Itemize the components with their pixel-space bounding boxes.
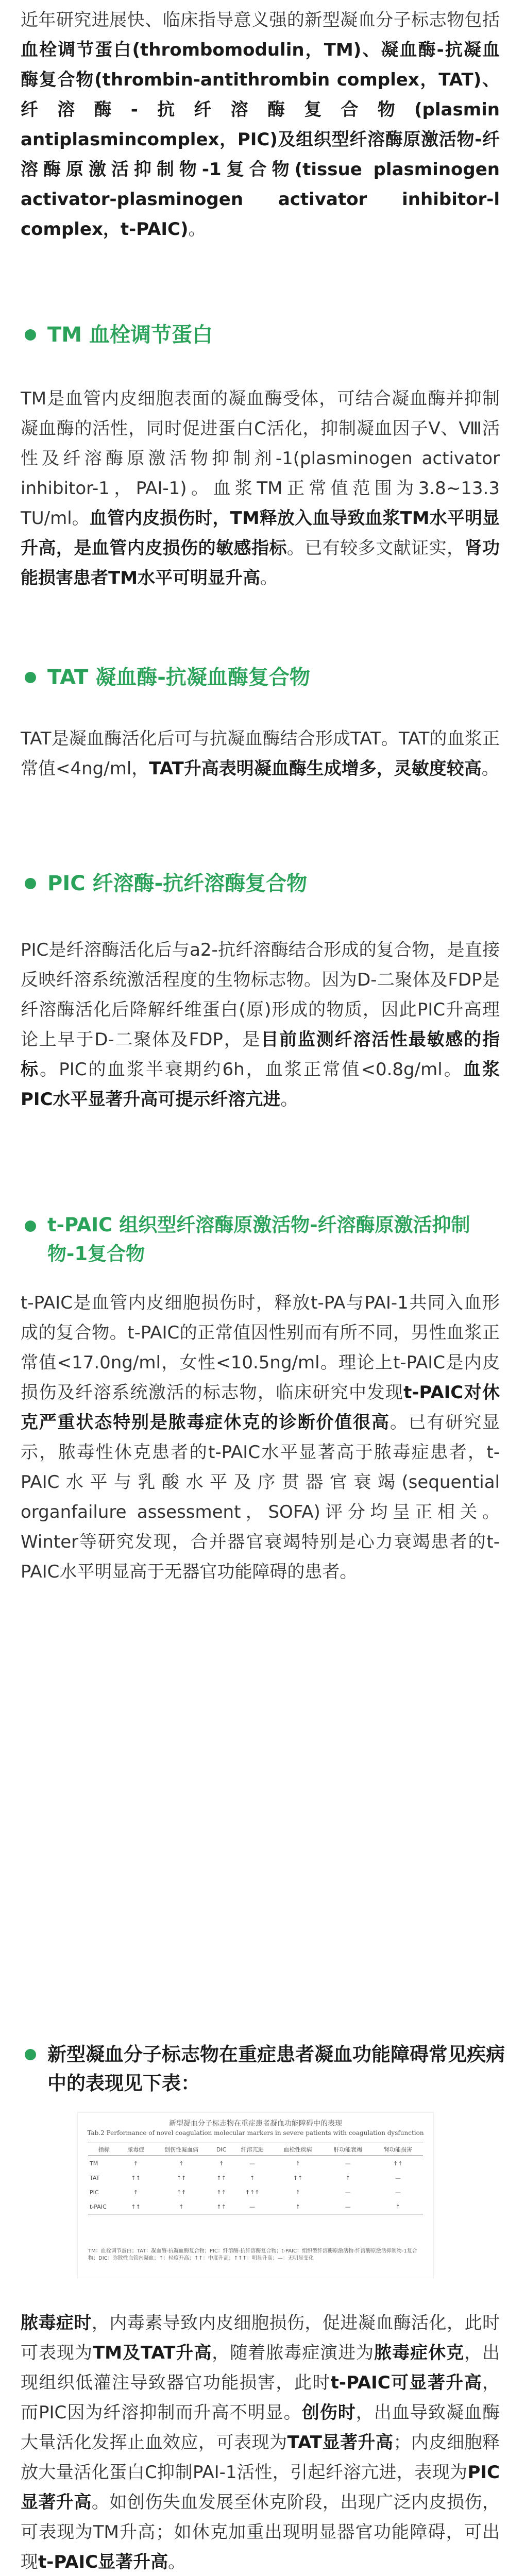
marker-table-figure bbox=[77, 2112, 434, 2278]
table-cell: ↑↑ bbox=[131, 2174, 141, 2181]
table-header-row bbox=[88, 2143, 423, 2156]
tm-bold-1: 血管内皮损伤时，TM释放入血导致血浆TM水平明显升高，是血管内皮损伤的敏感指标 bbox=[21, 508, 500, 558]
table-caption-en: Tab.2 Performance of novel coagulation molecular markers in severe patients with coagulation dysfunction bbox=[87, 2129, 424, 2137]
bullet-dot-icon bbox=[25, 329, 36, 341]
table-cell: ↑ bbox=[295, 2160, 300, 2167]
tm-text: TM是血管内皮细胞表面的凝血酶受体，可结合凝血酶并抑制凝血酶的活性，同时促进蛋白C活化，抑制凝血因子V、Ⅷ活性及纤溶酶原激活物抑制剂-1(plasminogen activator inhibitor-1，PAI-1)。血浆TM正常值范围为3.8~13.3 TU/ml。 bbox=[21, 388, 500, 529]
tm-bold-2: 肾功能损害患者TM水平可明显升高 bbox=[21, 538, 500, 588]
tm-heading-text: TM 血栓调节蛋白 bbox=[47, 323, 213, 347]
sepsis-bold: t-PAIC显著升高 bbox=[38, 2552, 168, 2572]
pic-bold-2: 血浆PIC水平显著升高可提示纤溶亢进 bbox=[21, 1059, 500, 1110]
sepsis-text: ，随着脓毒症演进为 bbox=[212, 2343, 375, 2363]
table-cell: — bbox=[395, 2189, 401, 2196]
table-cell: — bbox=[345, 2160, 351, 2167]
intro-text: 近年研究进展快、临床指导意义强的新型凝血分子标志物包括 bbox=[21, 10, 500, 30]
table-header: 肾功能损害 bbox=[373, 2143, 423, 2156]
table-cell: ↑↑ bbox=[176, 2174, 187, 2181]
table-cell: TAT bbox=[90, 2174, 100, 2181]
sepsis-bold: TAT显著升高 bbox=[287, 2432, 394, 2453]
table-caption: 新型凝血分子标志物在重症患者凝血功能障碍中的表现 bbox=[169, 2120, 342, 2128]
sepsis-bold: 脓毒症时 bbox=[21, 2313, 92, 2333]
tpaic-heading bbox=[21, 1211, 505, 1268]
table-cell: ↑↑ bbox=[216, 2174, 226, 2181]
pic-bold-1: 目前监测纤溶活性最敏感的指标 bbox=[21, 1029, 500, 1080]
sepsis-text: ，出现组织低灌注导致器官功能损害，此时 bbox=[21, 2343, 500, 2393]
sepsis-bold: PIC显著升高 bbox=[21, 2462, 500, 2513]
sepsis-bold: 脓毒症休克 bbox=[374, 2343, 465, 2363]
table-cell: — bbox=[395, 2174, 401, 2181]
tpaic-text: t-PAIC是血管内皮细胞损伤时，释放t-PA与PAI-1共同入血形成的复合物。t-PAIC的正常值因性别而有所不同，男性血浆正常值<17.0ng/ml，女性<10.5ng/ml。理论上t-PAIC是内皮损伤及纤溶系统激活的标志物，临床研究中发现 bbox=[21, 1293, 500, 1403]
table-cell: — bbox=[232, 2199, 273, 2214]
summary-heading-text: 新型凝血分子标志物在重症患者凝血功能障碍常见疾病中的表现见下表： bbox=[47, 2043, 505, 2094]
table-header: 创伤性凝血病 bbox=[152, 2143, 211, 2156]
sepsis-text: 。 bbox=[168, 2552, 186, 2572]
pic-text-3: 。 bbox=[280, 1089, 298, 1110]
table-cell: ↑↑↑ bbox=[245, 2189, 260, 2196]
table-header: 脓毒症 bbox=[120, 2143, 152, 2156]
bullet-dot-icon bbox=[25, 878, 36, 889]
table-header: 肝功能衰竭 bbox=[323, 2143, 373, 2156]
tm-text-3: 。 bbox=[260, 568, 278, 588]
bullet-dot-icon bbox=[25, 1221, 36, 1232]
tpaic-heading-text: t-PAIC 组织型纤溶酶原激活物-纤溶酶原激活抑制物-1复合物 bbox=[47, 1214, 470, 1265]
table-header: 指标 bbox=[88, 2143, 120, 2156]
table-cell: ↑↑ bbox=[120, 2199, 152, 2214]
tpaic-paragraph bbox=[21, 1288, 500, 1587]
table-footnote: TM：血栓调节蛋白；TAT：凝血酶-抗凝血酶复合物；PIC：纤溶酶-抗纤溶酶复合物；t-PAIC：组织型纤溶酶原激活物-纤溶酶原激活抑制物-1复合物；DIC：弥散性血管内凝血；↑：轻度升高；↑↑：中度升高；↑↑↑：明显升高；—：无明显变化 bbox=[88, 2248, 417, 2261]
intro-text-end: 。 bbox=[188, 219, 206, 240]
tat-text-end: 。 bbox=[481, 758, 499, 779]
pic-paragraph bbox=[21, 935, 500, 1114]
table-cell: ↑ bbox=[295, 2189, 300, 2196]
tat-heading bbox=[21, 662, 505, 693]
table-row bbox=[88, 2185, 423, 2199]
summary-heading bbox=[21, 2040, 505, 2098]
pic-text-2: 。PIC的血浆半衰期约6h，血浆正常值<0.8g/ml。 bbox=[40, 1059, 463, 1080]
table-cell: — bbox=[249, 2160, 256, 2167]
intro-markers-bold: 血栓调节蛋白(thrombomodulin，TM)、凝血酶-抗凝血酶复合物(thrombin-antithrombin complex，TAT)、纤溶酶-抗纤溶酶复合物(plasmin antiplasmincomplex，PIC)及组织型纤溶酶原激活物-纤溶酶原激活抑制物-1复合物(tissue plasminogen activator-plasminogen activator inhibitor-l complex，t-PAIC) bbox=[21, 40, 500, 240]
table-cell: TM bbox=[90, 2160, 98, 2167]
table-row bbox=[88, 2171, 423, 2185]
sepsis-bold: TM及TAT升高 bbox=[92, 2343, 212, 2363]
sepsis-text: ，内毒素导致内皮细胞损伤，促进凝血酶活化，此时可表现为 bbox=[21, 2313, 500, 2363]
table-cell: ↑ bbox=[373, 2199, 423, 2214]
table-cell: ↑↑ bbox=[211, 2199, 231, 2214]
sepsis-bold: t-PAIC可显著升高 bbox=[330, 2372, 482, 2393]
pic-heading-text: PIC 纤溶酶-抗纤溶酶复合物 bbox=[47, 872, 308, 895]
sepsis-text: 。如创伤失血发展至休克阶段，出现广泛内皮损伤，可表现为TM升高；如休克加重出现明显器官功能障碍，可出现 bbox=[21, 2492, 500, 2572]
pic-heading bbox=[21, 868, 505, 899]
table-cell: ↑ bbox=[218, 2160, 224, 2167]
bullet-dot-icon bbox=[25, 2049, 36, 2060]
table-cell: ↑↑ bbox=[293, 2174, 303, 2181]
pic-text: PIC是纤溶酶活化后与a2-抗纤溶酶结合形成的复合物，是直接反映纤溶系统激活程度的生物标志物。因为D-二聚体及FDP是纤溶酶活化后降解纤维蛋白(原)形成的物质，因此PIC升高理论上早于D-二聚体及FDP，是 bbox=[21, 940, 500, 1050]
table-cell: ↑ bbox=[152, 2199, 211, 2214]
table-cell: ↑ bbox=[250, 2174, 255, 2181]
tm-text-2: 。已有较多文献证实， bbox=[286, 538, 465, 558]
table-cell: ↑↑ bbox=[176, 2189, 187, 2196]
tm-heading bbox=[21, 319, 505, 350]
table-cell: — bbox=[345, 2189, 351, 2196]
table-cell: ↑↑ bbox=[216, 2189, 226, 2196]
marker-table bbox=[88, 2143, 423, 2214]
table-cell: ↑ bbox=[133, 2160, 139, 2167]
tm-paragraph bbox=[21, 384, 500, 593]
table-cell: — bbox=[323, 2199, 373, 2214]
table-cell: PIC bbox=[90, 2189, 99, 2196]
sepsis-bold: 创伤时 bbox=[301, 2402, 356, 2423]
table-header: 纤溶亢进 bbox=[232, 2143, 273, 2156]
table-header: DIC bbox=[211, 2143, 231, 2156]
tat-heading-text: TAT 凝血酶-抗凝血酶复合物 bbox=[47, 666, 310, 689]
table-cell: t-PAIC bbox=[88, 2199, 120, 2214]
intro-paragraph bbox=[21, 5, 500, 244]
tpaic-text-2: 。已有研究显示，脓毒性休克患者的t-PAIC水平显著高于脓毒症患者，t-PAIC水平与乳酸水平及序贯器官衰竭(sequential organfailure assessment，SOFA)评分均呈正相关。Winter等研究发现，合并器官衰竭特别是心力衰竭患者的t-PAIC水平明显高于无器官功能障碍的患者。 bbox=[21, 1412, 500, 1582]
bullet-dot-icon bbox=[25, 672, 36, 683]
table-cell: ↑↑ bbox=[393, 2160, 403, 2167]
table-row bbox=[88, 2156, 423, 2171]
tpaic-bold: t-PAIC对休克严重状态特别是脓毒症休克的诊断价值很高 bbox=[21, 1382, 500, 1433]
tat-text: TAT是凝血酶活化后可与抗凝血酶结合形成TAT。TAT的血浆正常值<4ng/ml， bbox=[21, 728, 500, 779]
sepsis-text: ，而PIC因为纤溶抑制而升高不明显。 bbox=[21, 2372, 500, 2423]
sepsis-trauma-paragraph bbox=[21, 2308, 500, 2576]
table-cell: ↑ bbox=[179, 2160, 184, 2167]
table-cell: ↑ bbox=[345, 2174, 350, 2181]
table-header: 血栓性疾病 bbox=[273, 2143, 323, 2156]
table-row bbox=[88, 2199, 423, 2214]
sepsis-text: ，出血导致凝血酶大量活化发挥止血效应，可表现为 bbox=[21, 2402, 500, 2453]
table-cell: ↑ bbox=[133, 2189, 139, 2196]
tat-paragraph bbox=[21, 724, 500, 784]
sepsis-text: ；内皮细胞释放大量活化蛋白C抑制PAI-1活性，引起纤溶亢进，表现为 bbox=[21, 2432, 500, 2483]
tat-bold: TAT升高表明凝血酶生成增多，灵敏度较高 bbox=[149, 758, 482, 779]
table-cell: ↑ bbox=[273, 2199, 323, 2214]
